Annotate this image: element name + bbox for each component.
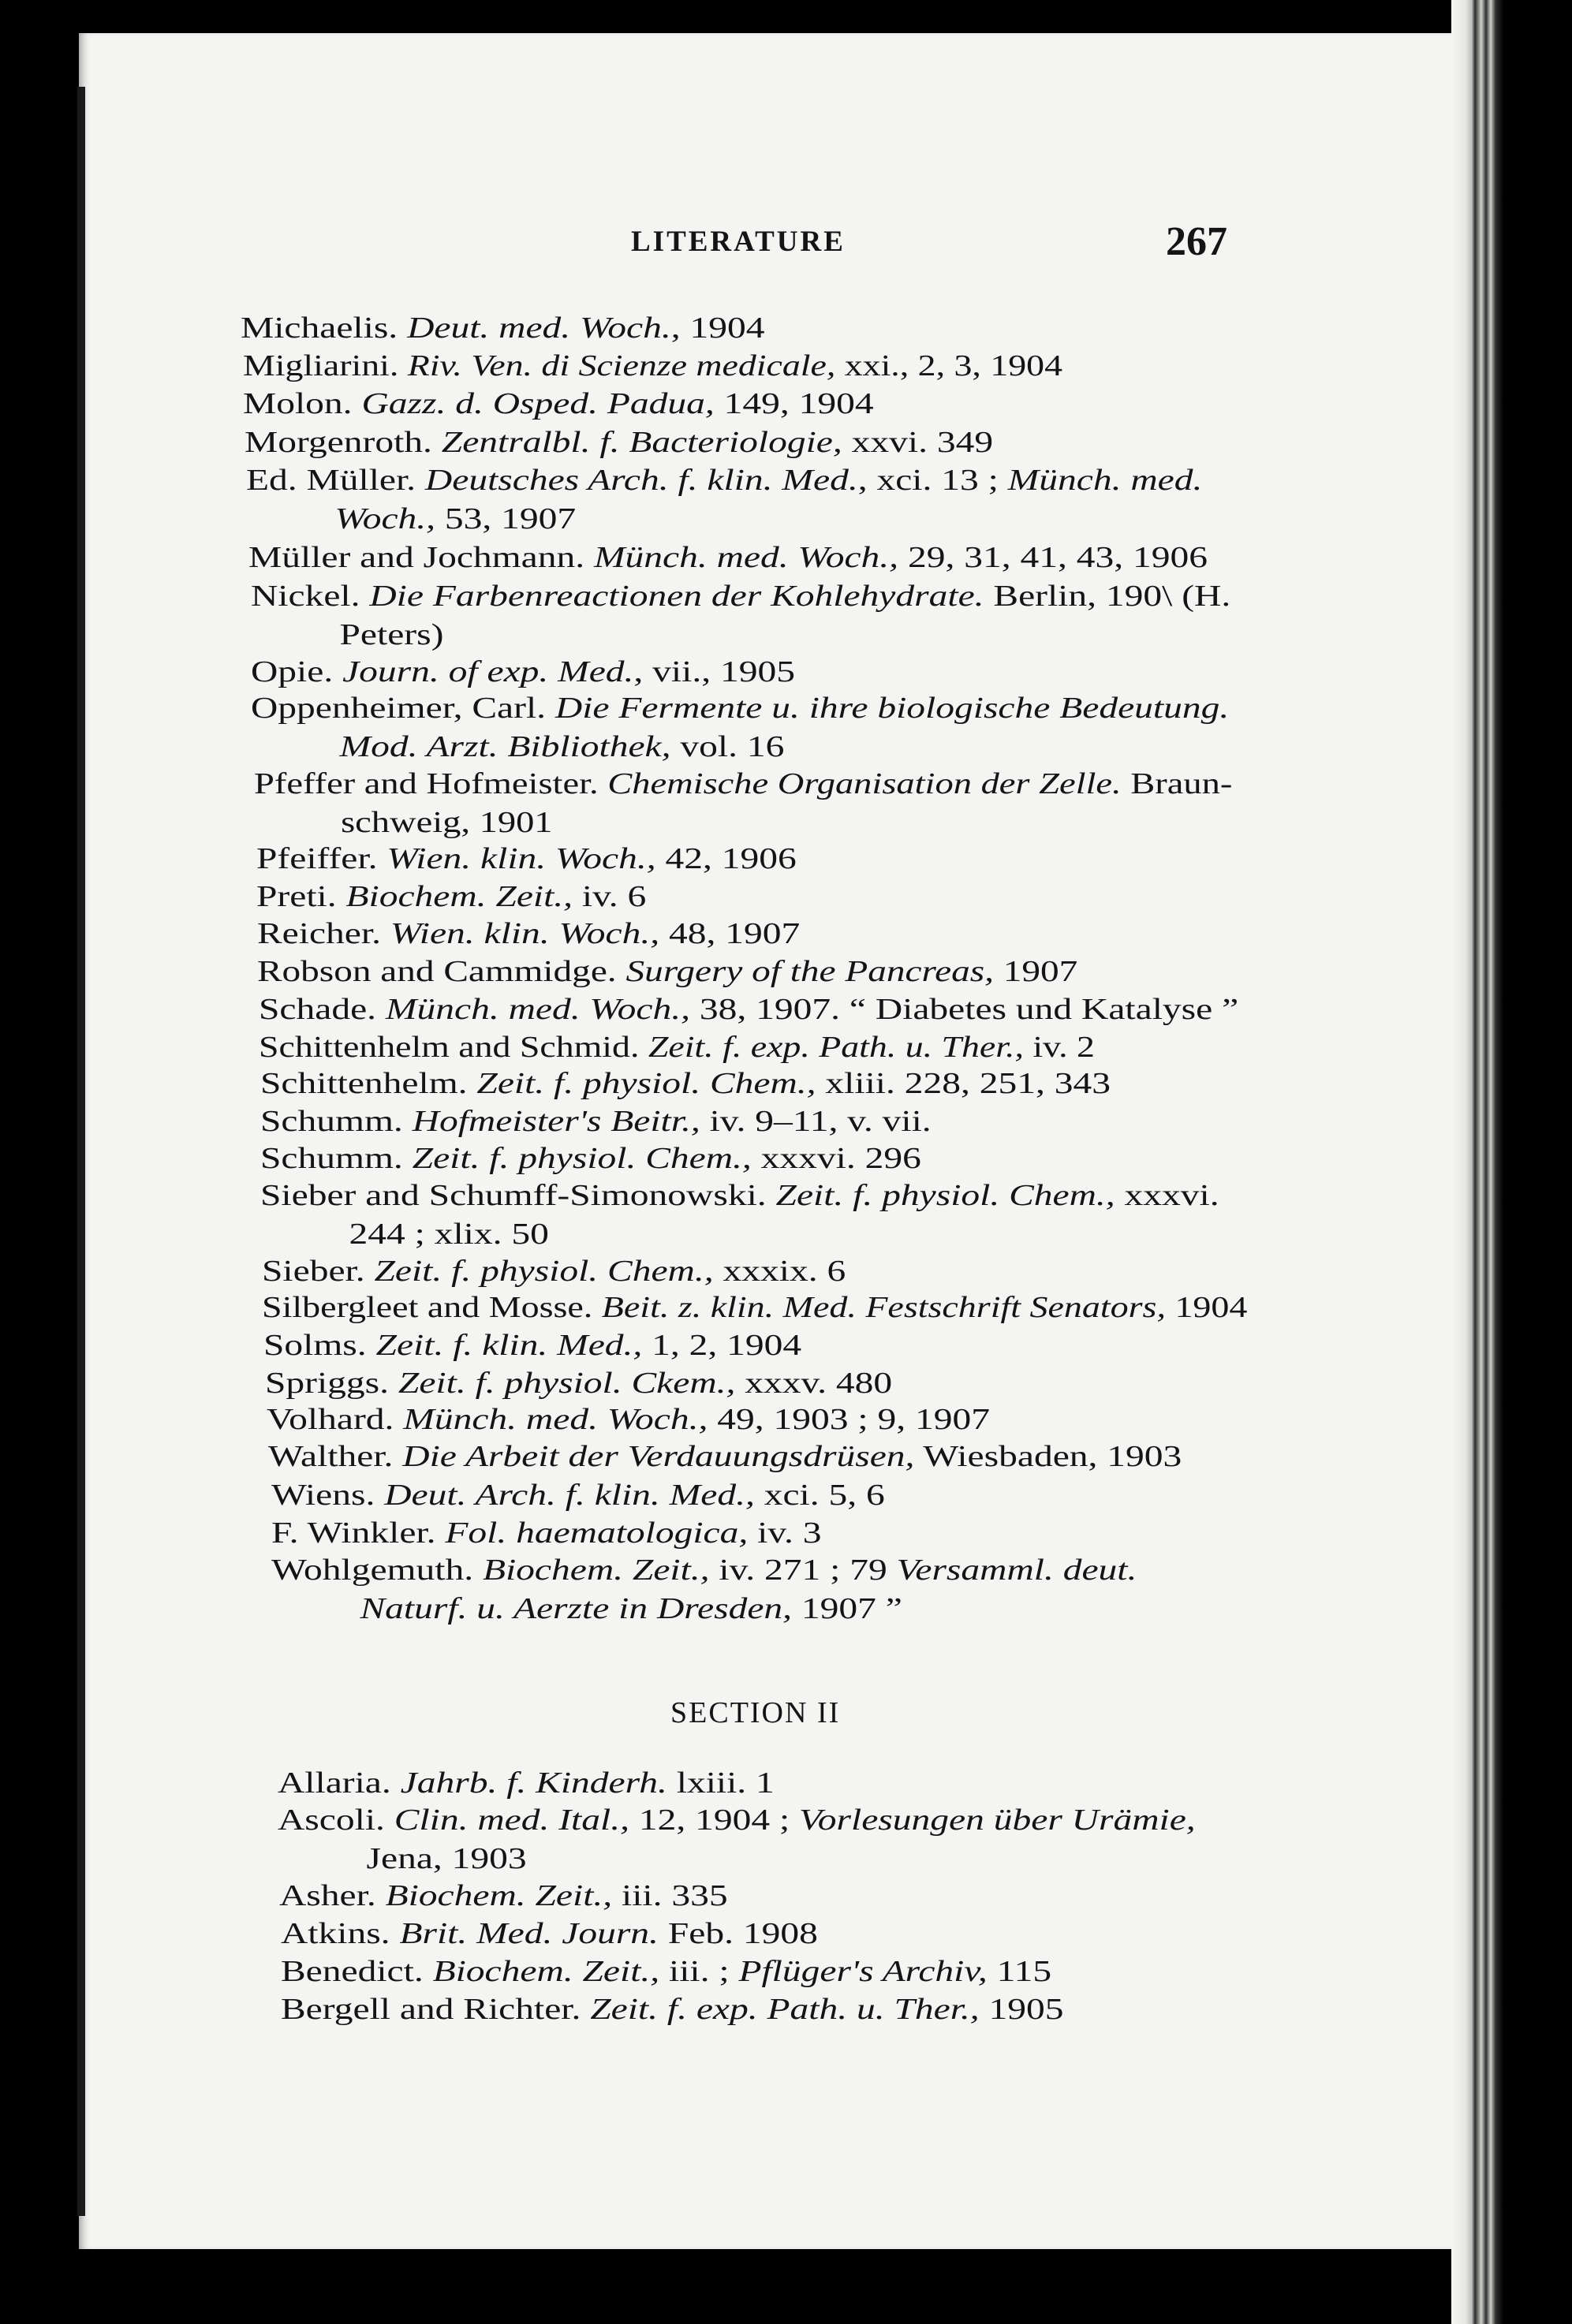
bibliography-entry xyxy=(271,1514,822,1553)
bibliography-entry xyxy=(262,1252,846,1291)
bibliography-entry xyxy=(243,347,1062,386)
entry-journal: Versamml. deut. xyxy=(887,1554,1137,1587)
entry-journal: Biochem. Zeit., xyxy=(345,880,573,913)
entry-journal: Mod. Arzt. Bibliothek, xyxy=(339,730,671,763)
entry-journal: Deut. Arch. f. klin. Med., xyxy=(384,1479,755,1512)
entry-author: Morgenroth. xyxy=(245,426,442,459)
bibliography-entry xyxy=(265,1364,892,1403)
bibliography-entry xyxy=(251,689,1229,767)
entry-citation: xliii. 228, 251, 343 xyxy=(816,1067,1111,1100)
entry-journal: Beit. z. klin. Med. Festschrift Senators, xyxy=(601,1291,1166,1324)
bibliography-entry xyxy=(262,1289,1247,1327)
entry-author: Nickel. xyxy=(251,580,370,613)
entry-citation: 53, 1907 xyxy=(435,502,577,535)
entry-author: Benedict. xyxy=(281,1955,433,1988)
running-title: LITERATURE xyxy=(631,226,846,258)
entry-citation: iv. 2 xyxy=(1023,1031,1095,1064)
entry-citation: Berlin, 190\ (H. xyxy=(984,580,1231,613)
entry-continuation xyxy=(260,1215,1219,1254)
entry-journal: Zeit. f. physiol. Chem., xyxy=(476,1067,816,1100)
entry-author: Asher. xyxy=(279,1879,386,1912)
entry-journal: Fol. haematologica, xyxy=(445,1516,749,1550)
entry-journal: Die Farbenreactionen der Kohlehydrate. xyxy=(369,580,984,613)
entry-author: Schumm. xyxy=(260,1105,413,1138)
entry-author: Walther. xyxy=(268,1440,403,1473)
bibliography-entry xyxy=(271,1551,1137,1628)
entry-author: Solms. xyxy=(263,1329,376,1362)
entry-journal: Vorlesungen über Urämie, xyxy=(790,1804,1196,1837)
bibliography-entry xyxy=(281,1915,818,1953)
entry-citation: xxxv. 480 xyxy=(735,1367,893,1400)
entry-journal: Zeit. f. physiol. Chem., xyxy=(775,1179,1115,1212)
entry-citation: lxiii. 1 xyxy=(667,1766,775,1800)
bibliography-entry xyxy=(256,840,797,878)
entry-citation: iv. 271 ; 79 xyxy=(709,1554,887,1587)
entry-journal: Münch. med. Woch., xyxy=(385,993,691,1026)
entry-citation: 42, 1906 xyxy=(655,842,797,875)
entry-journal: Zeit. f. exp. Path. u. Ther., xyxy=(590,1993,980,2026)
entry-citation: xxxvi. xyxy=(1115,1179,1219,1212)
page-left-edge xyxy=(77,87,85,2216)
entry-author: Oppenheimer, Carl. xyxy=(251,692,555,725)
entry-continuation xyxy=(246,500,1202,539)
entry-journal: Zeit. f. klin. Med., xyxy=(375,1329,643,1362)
entry-citation: iv. 3 xyxy=(748,1516,822,1550)
entry-citation: , vii., 1905 xyxy=(633,655,795,688)
bibliography-entry xyxy=(267,1401,990,1439)
entry-author: Volhard. xyxy=(267,1403,404,1436)
entry-journal: Münch. med. Woch., xyxy=(403,1403,708,1436)
entry-citation: 149, 1904 xyxy=(714,387,874,420)
entry-citation: 1904 xyxy=(1165,1291,1248,1324)
entry-journal: Zentralbl. f. Bacteriologie, xyxy=(441,426,842,459)
bibliography-entry xyxy=(260,1102,932,1141)
entry-citation: , 1904 xyxy=(670,311,765,345)
entry-author: Schumm. xyxy=(260,1142,413,1175)
entry-continuation xyxy=(271,1590,1137,1628)
bibliography-entry xyxy=(271,1476,885,1515)
entry-journal: Wien. klin. Woch., xyxy=(386,842,656,875)
entry-journal: Naturf. u. Aerzte in Dresden, xyxy=(360,1592,793,1625)
entry-journal: Clin. med. Ital., xyxy=(394,1804,629,1837)
entry-journal: Biochem. Zeit., xyxy=(432,1955,660,1988)
bibliography-entry xyxy=(257,953,1077,991)
entry-author: Migliarini. xyxy=(243,349,408,382)
entry-author: Allaria. xyxy=(278,1766,401,1800)
entry-citation: iv. 6 xyxy=(573,880,647,913)
entry-citation: vol. 16 xyxy=(670,730,785,763)
entry-citation: iii. ; xyxy=(659,1955,730,1988)
entry-author: Bergell and Richter. xyxy=(281,1993,591,2026)
entry-journal: Journ. of exp. Med. xyxy=(342,655,634,688)
running-header xyxy=(0,219,1572,272)
bibliography-entry xyxy=(279,1877,728,1916)
entry-continuation xyxy=(278,1840,1196,1878)
bibliography-entry xyxy=(251,653,795,692)
entry-author: F. Winkler. xyxy=(271,1516,446,1550)
entry-journal: Biochem. Zeit., xyxy=(482,1554,710,1587)
entry-author: Ascoli. xyxy=(278,1804,394,1837)
entry-author: Opie. xyxy=(251,655,343,688)
entry-author: Spriggs. xyxy=(265,1367,398,1400)
section-heading: SECTION II xyxy=(670,1696,841,1729)
entry-citation: 1, 2, 1904 xyxy=(642,1329,802,1362)
entry-author: Atkins. xyxy=(281,1917,400,1950)
entry-citation: 1907 ” xyxy=(792,1592,902,1625)
entry-citation: , xci. 13 ; xyxy=(857,464,999,497)
entry-continuation xyxy=(254,804,1232,842)
entry-journal: Jahrb. f. Kinderh. xyxy=(400,1766,667,1800)
bibliography-entry xyxy=(246,461,1202,539)
entry-journal: Die Fermente u. ihre biologische Bedeutung. xyxy=(554,692,1230,725)
entry-author: Silbergleet and Mosse. xyxy=(262,1291,602,1324)
entry-author: Sieber. xyxy=(262,1255,375,1288)
entry-journal: Gazz. d. Osped. Padua, xyxy=(361,387,715,420)
page-right-edge-stack xyxy=(1451,0,1572,2324)
bibliography-entry xyxy=(278,1764,775,1803)
entry-author: Robson and Cammidge. xyxy=(257,955,626,988)
entry-author: Wohlgemuth. xyxy=(271,1554,483,1587)
entry-citation: Peters) xyxy=(339,618,444,651)
entry-journal: Pflüger's Archiv, xyxy=(729,1955,988,1988)
bibliography-entry xyxy=(245,423,993,462)
bibliography-entry xyxy=(259,990,1238,1029)
entry-author: Reicher. xyxy=(257,917,390,950)
entry-author: Molon. xyxy=(243,387,362,420)
entry-citation: 38, 1907. “ Diabetes und Katalyse ” xyxy=(690,993,1239,1026)
entry-citation: Jena, 1903 xyxy=(366,1842,527,1875)
bibliography-entry xyxy=(268,1438,1182,1476)
bibliography-entry xyxy=(260,1065,1111,1103)
entry-citation: Braun- xyxy=(1121,767,1233,800)
entry-journal: Die Arbeit der Verdauungsdrüsen, xyxy=(402,1440,915,1473)
entry-citation: Feb. 1908 xyxy=(658,1917,818,1950)
entry-journal: Münch. med. xyxy=(998,464,1203,497)
bibliography-entry xyxy=(251,577,1230,655)
entry-citation: xci. 5, 6 xyxy=(754,1479,885,1512)
entry-citation: 29, 31, 41, 43, 1906 xyxy=(898,541,1208,574)
entry-journal: Chemische Organisation der Zelle. xyxy=(607,767,1122,800)
entry-author: Schittenhelm. xyxy=(260,1067,477,1100)
entry-journal: Deut. med. Woch. xyxy=(407,311,671,345)
entry-author: Pfeiffer. xyxy=(256,842,387,875)
entry-citation: iii. 335 xyxy=(612,1879,728,1912)
entry-author: Michaelis. xyxy=(241,311,408,345)
entry-journal: Riv. Ven. di Scienze medicale, xyxy=(407,349,836,382)
entry-journal: Hofmeister's Beitr., xyxy=(412,1105,700,1138)
bibliography-entry xyxy=(281,1953,1051,1991)
entry-citation: 48, 1907 xyxy=(659,917,801,950)
entry-citation: xxi., 2, 3, 1904 xyxy=(835,349,1062,382)
entry-citation: 1907 xyxy=(993,955,1078,988)
bibliography-entry xyxy=(281,1990,1064,2029)
entry-citation: 12, 1904 ; xyxy=(629,1804,790,1837)
entry-citation: Wiesbaden, 1903 xyxy=(914,1440,1182,1473)
entry-journal: Zeit. f. physiol. Chem., xyxy=(374,1255,714,1288)
bibliography-entry xyxy=(259,1028,1095,1067)
bibliography-entry xyxy=(260,1140,921,1178)
entry-author: Schittenhelm and Schmid. xyxy=(259,1031,648,1064)
entry-journal: Biochem. Zeit., xyxy=(385,1879,613,1912)
entry-author: Müller and Jochmann. xyxy=(248,541,594,574)
entry-citation: iv. 9–11, v. vii. xyxy=(700,1105,932,1138)
bibliography-entry xyxy=(260,1177,1219,1254)
entry-author: Sieber and Schumff-Simonowski. xyxy=(260,1179,776,1212)
entry-author: Wiens. xyxy=(271,1479,385,1512)
entry-journal: Zeit. f. physiol. Ckem., xyxy=(398,1367,736,1400)
entry-author: Preti. xyxy=(256,880,346,913)
entry-journal: Münch. med. Woch., xyxy=(593,541,899,574)
entry-citation: xxvi. 349 xyxy=(842,426,994,459)
bibliography-entry xyxy=(263,1326,801,1365)
bibliography-entry xyxy=(248,539,1208,577)
entry-journal: Zeit. f. physiol. Chem., xyxy=(412,1142,752,1175)
page-number: 267 xyxy=(1166,219,1227,264)
entry-journal: Woch., xyxy=(334,502,436,535)
bibliography-entry xyxy=(257,915,800,953)
entry-journal: Surgery of the Pancreas, xyxy=(625,955,994,988)
entry-citation: 115 xyxy=(987,1955,1052,1988)
entry-citation: xxxvi. 296 xyxy=(751,1142,921,1175)
entry-journal: Zeit. f. exp. Path. u. Ther., xyxy=(648,1031,1024,1064)
entry-citation: 49, 1903 ; 9, 1907 xyxy=(708,1403,990,1436)
bibliography-entry xyxy=(254,765,1232,842)
bibliography-entry xyxy=(243,385,874,423)
entry-journal: Deutsches Arch. f. klin. Med. xyxy=(424,464,858,497)
bibliography-entry xyxy=(278,1801,1196,1878)
entry-journal: Wien. klin. Woch., xyxy=(390,917,660,950)
entry-author: Pfeffer and Hofmeister. xyxy=(254,767,608,800)
entry-citation: 244 ; xlix. 50 xyxy=(349,1218,549,1251)
entry-journal: Brit. Med. Journ. xyxy=(399,1917,659,1950)
bibliography-entry xyxy=(241,309,764,348)
entry-continuation xyxy=(251,616,1230,655)
entry-citation: xxxix. 6 xyxy=(713,1255,846,1288)
entry-citation: 1905 xyxy=(979,1993,1064,2026)
entry-citation: schweig, 1901 xyxy=(341,806,553,839)
bibliography-entry xyxy=(256,878,646,916)
entry-continuation xyxy=(251,728,1229,767)
entry-author: Schade. xyxy=(259,993,386,1026)
entry-author: Ed. Müller. xyxy=(246,464,425,497)
